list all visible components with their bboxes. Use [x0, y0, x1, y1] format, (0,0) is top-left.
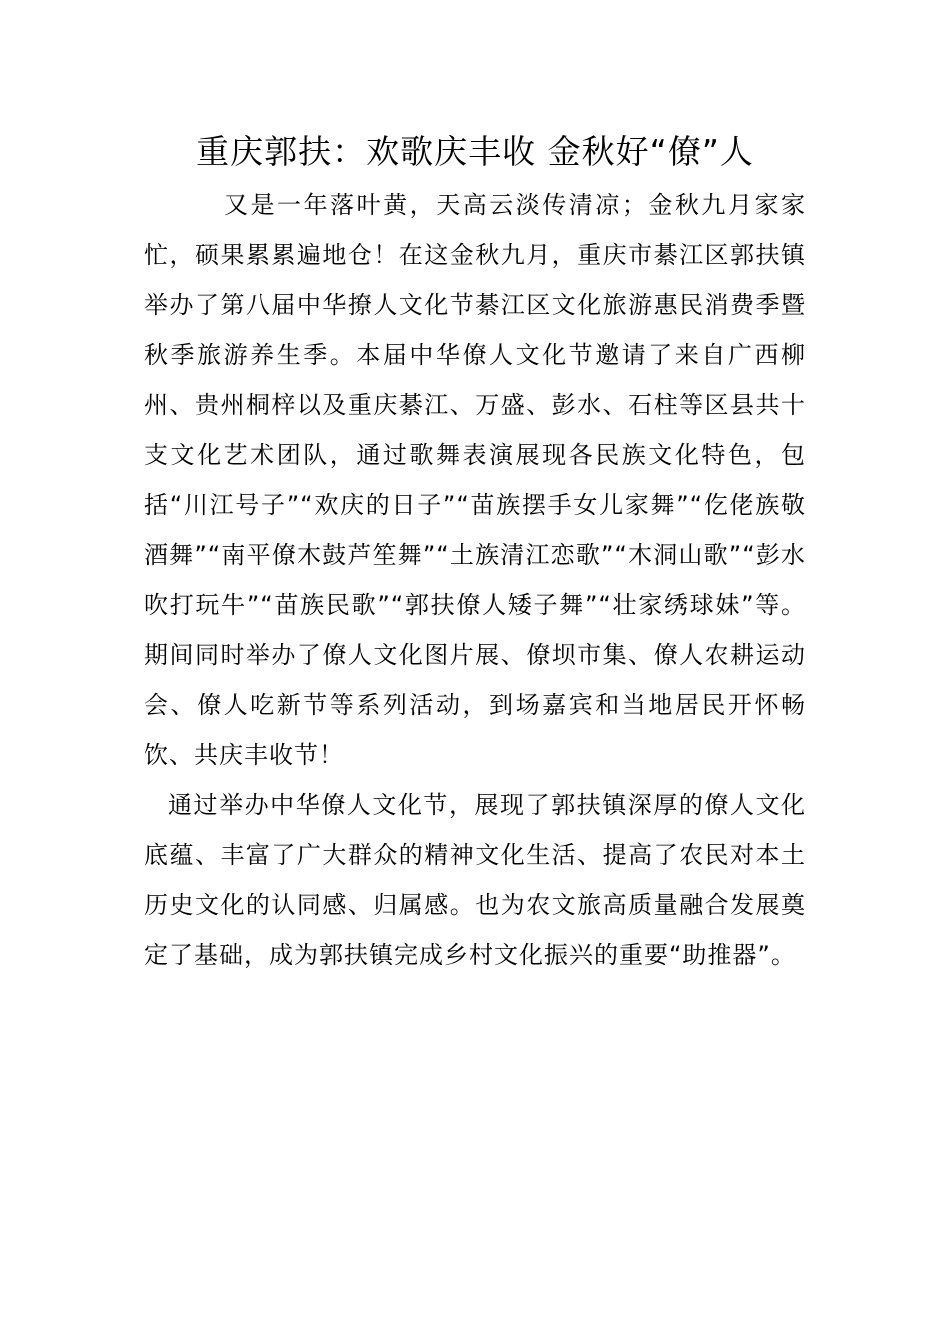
article-body [144, 180, 806, 980]
article-paragraph-1: 又是一年落叶黄，天高云淡传清凉；金秋九月家家忙，硕果累累遍地仓！在这金秋九月，重庆市綦江区郭扶镇举办了第八届中华撩人文化节綦江区文化旅游惠民消费季暨秋季旅游养生季。本届中华僚人文化节邀请了来自广西柳州、贵州桐梓以及重庆綦江、万盛、彭水、石柱等区县共十支文化艺术团队，通过歌舞表演展现各民族文化特色，包括“川江号子”“欢庆的日子”“苗族摆手女儿家舞”“仡佬族敬酒舞”“南平僚木鼓芦笙舞”“土族清江恋歌”“木洞山歌”“彭水吹打玩牛”“苗族民歌”“郭扶僚人矮子舞”“壮家绣球妹”等。期间同时举办了僚人文化图片展、僚坝市集、僚人农耕运动会、僚人吃新节等系列活动，到场嘉宾和当地居民开怀畅饮、共庆丰收节！ [144, 191, 806, 769]
article-paragraph-2: 通过举办中华僚人文化节，展现了郭扶镇深厚的僚人文化底蕴、丰富了广大群众的精神文化生活、提高了农民对本土历史文化的认同感、归属感。也为农文旅高质量融合发展奠定了基础，成为郭扶镇完成乡村文化振兴的重要“助推器”。 [144, 791, 806, 969]
article-title: 重庆郭扶：欢歌庆丰收 金秋好“僚”人 [196, 132, 754, 171]
